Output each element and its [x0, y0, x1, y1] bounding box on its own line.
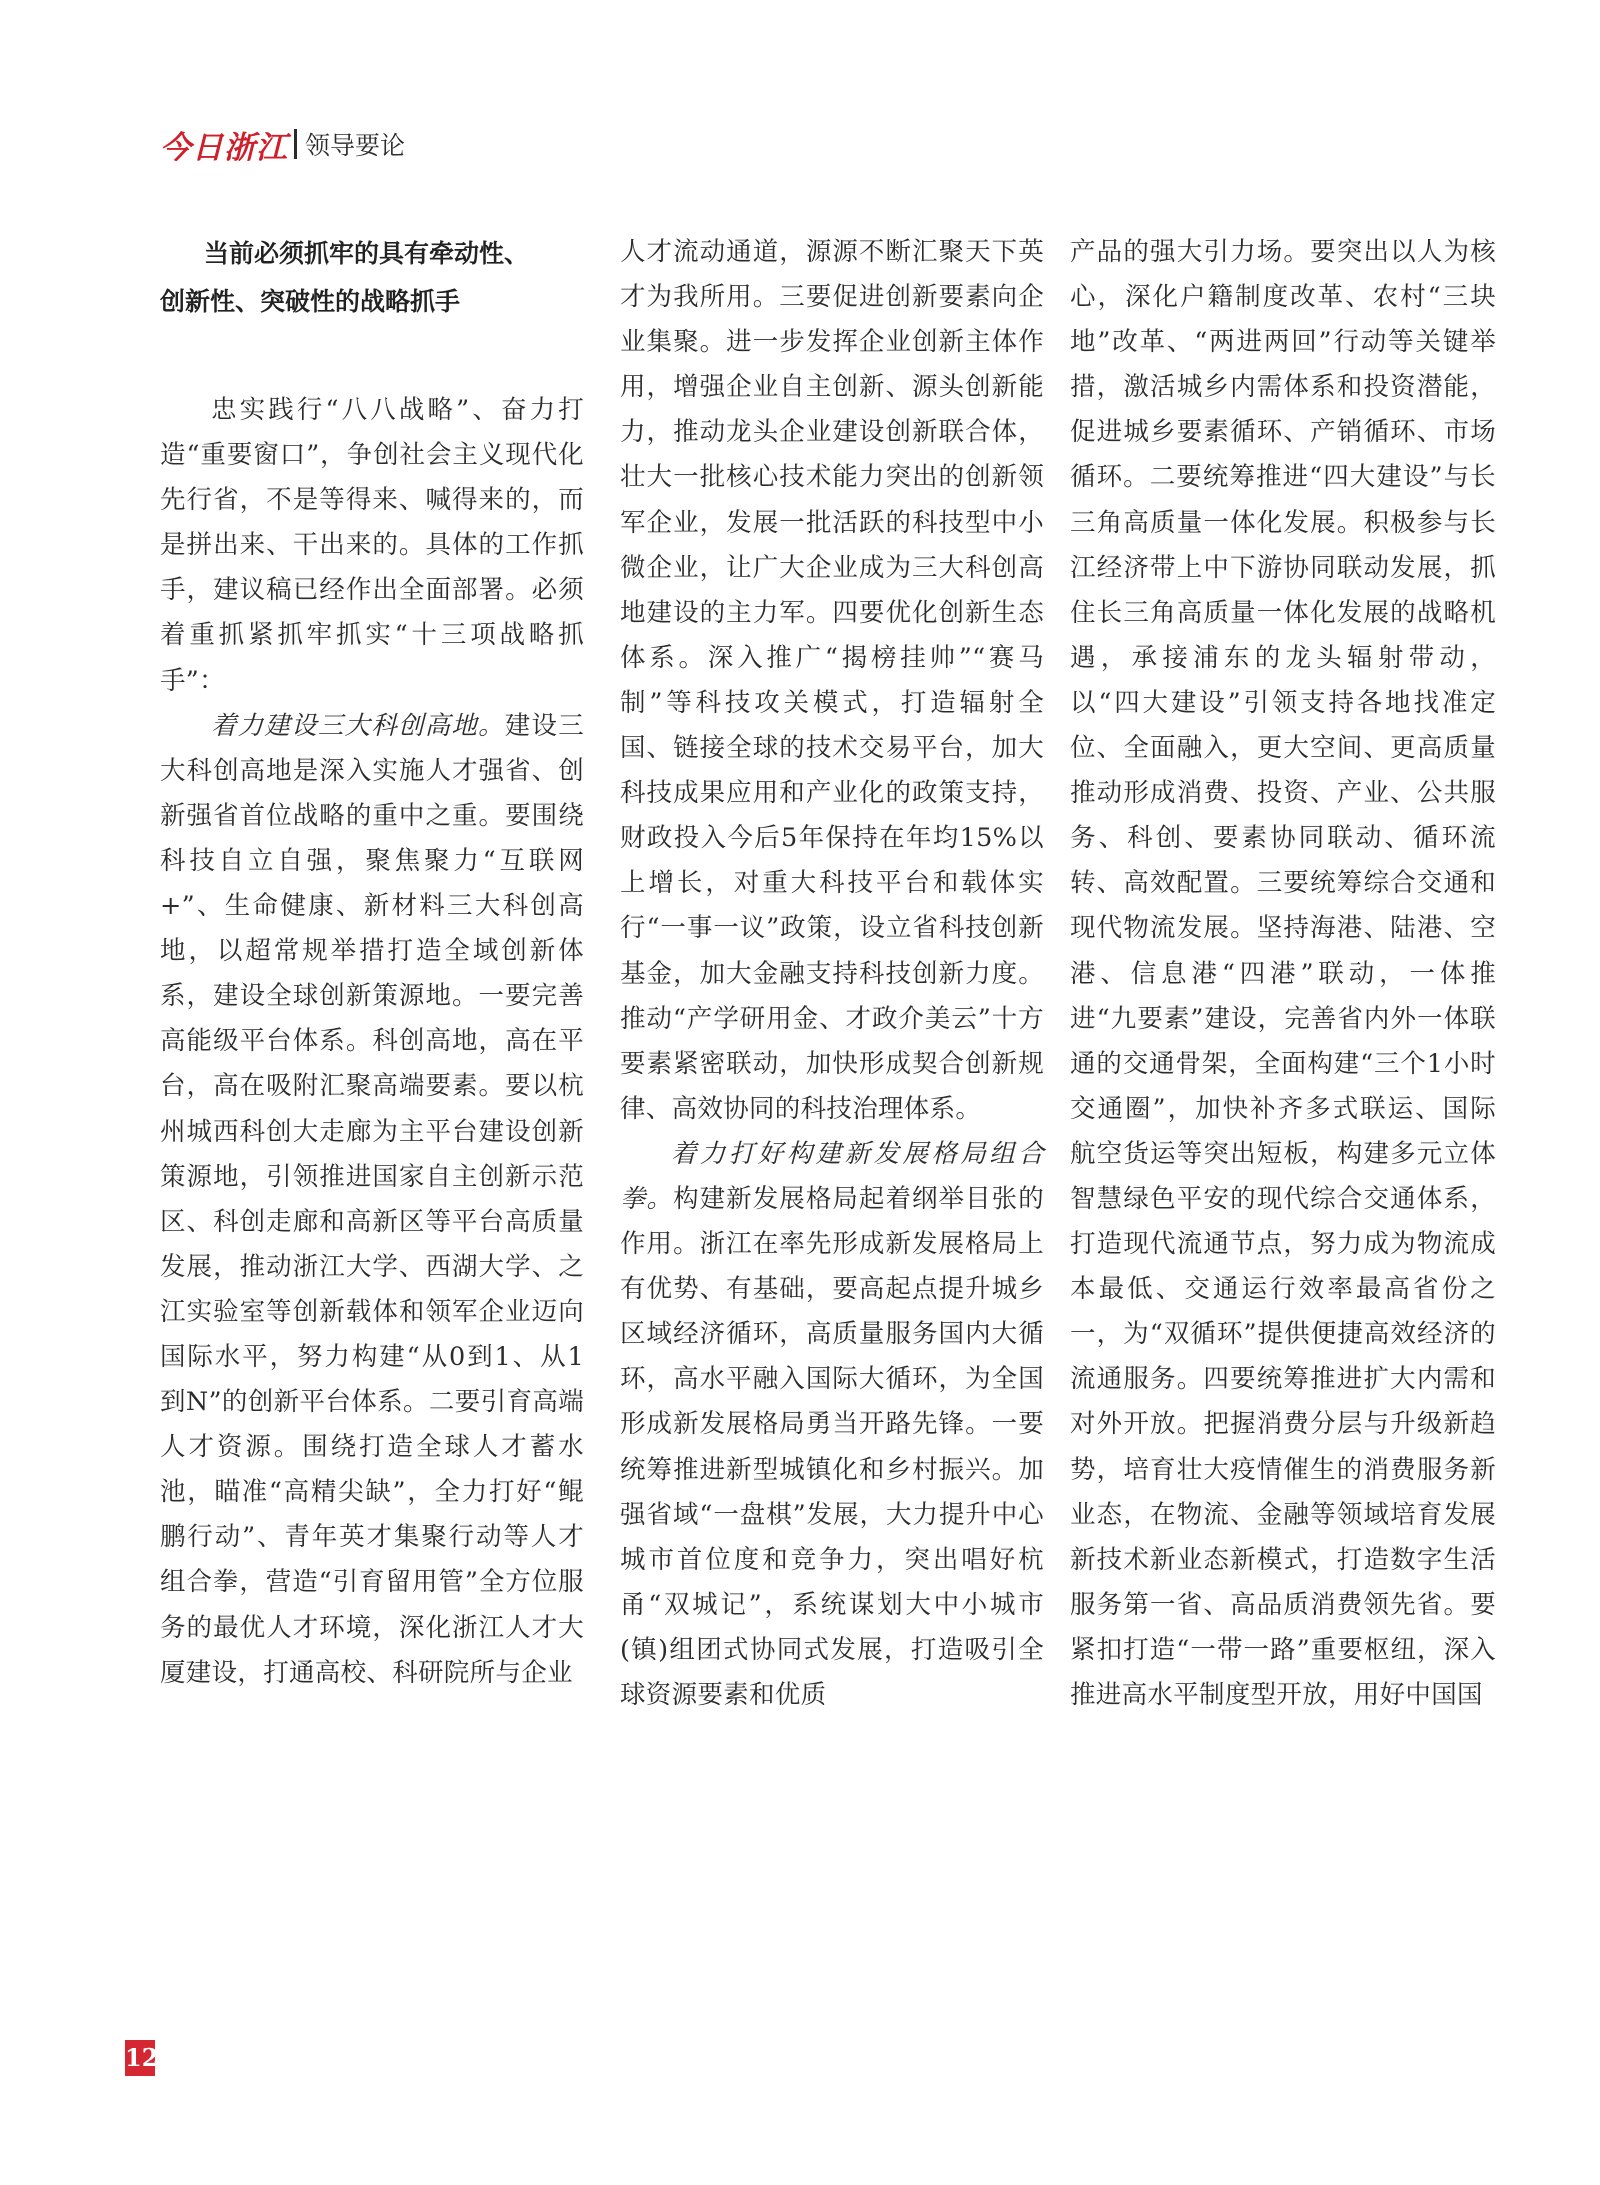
body-paragraph — [620, 1132, 1044, 1718]
section-heading-line-2: 创新性、突破性的战略抓手 — [160, 287, 461, 316]
paragraph-lead: 着力建设三大科创高地。 — [211, 710, 505, 741]
running-header — [160, 124, 405, 164]
section-heading — [160, 230, 584, 326]
paragraph-text: 构建新发展格局起着纲举目张的作用。浙江在率先形成新发展格局上有优势、有基础，要高起点提升城乡区域经济循环，高质量服务国内大循环，高水平融入国际大循环，为全国形成新发展格局勇当开路先锋。一要统筹推进新型城镇化和乡村振兴。加强省域“一盘棋”发展，大力提升中心城市首位度和竞争力，突出唱好杭甬“双城记”，系统谋划大中小城市(镇)组团式协同式发展，打造吸引全球资源要素和优质 — [620, 1183, 1044, 1710]
column-1 — [160, 230, 584, 1696]
body-paragraph: 人才流动通道，源源不断汇聚天下英才为我所用。三要促进创新要素向企业集聚。进一步发挥企业创新主体作用，增强企业自主创新、源头创新能力，推动龙头企业建设创新联合体，壮大一批核心技术能力突出的创新领军企业，发展一批活跃的科技型中小微企业，让广大企业成为三大科创高地建设的主力军。四要优化创新生态体系。深入推广“揭榜挂帅”“赛马制”等科技攻关模式，打造辐射全国、链接全球的技术交易平台，加大科技成果应用和产业化的政策支持，财政投入今后5年保持在年均15%以上增长，对重大科技平台和载体实行“一事一议”政策，设立省科技创新基金，加大金融支持科技创新力度。推动“产学研用金、才政介美云”十方要素紧密联动，加快形成契合创新规律、高效协同的科技治理体系。 — [620, 237, 1044, 1124]
heading-spacer — [160, 326, 584, 388]
magazine-logo: 今日浙江 — [160, 129, 288, 166]
paragraph-text: 建设三大科创高地是深入实施人才强省、创新强省首位战略的重中之重。要围绕科技自立自强，聚焦聚力“互联网+”、生命健康、新材料三大科创高地，以超常规举措打造全域创新体系，建设全球创新策源地。一要完善高能级平台体系。科创高地，高在平台，高在吸附汇聚高端要素。要以杭州城西科创大走廊为主平台建设创新策源地，引领推进国家自主创新示范区、科创走廊和高新区等平台高质量发展，推动浙江大学、西湖大学、之江实验室等创新载体和领军企业迈向国际水平，努力构建“从0到1、从1到N”的创新平台体系。二要引育高端人才资源。围绕打造全球人才蓄水池，瞄准“高精尖缺”，全力打好“鲲鹏行动”、青年英才集聚行动等人才组合拳，营造“引育留用管”全方位服务的最优人才环境，深化浙江人才大厦建设，打通高校、科研院所与企业 — [160, 710, 584, 1688]
body-paragraph: 忠实践行“八八战略”、奋力打造“重要窗口”，争创社会主义现代化先行省，不是等得来、喊得来的，而是拼出来、干出来的。具体的工作抓手，建议稿已经作出全面部署。必须着重抓紧抓牢抓实“十三项战略抓手”： — [160, 395, 584, 696]
column-2 — [620, 230, 1044, 1718]
section-name: 领导要论 — [305, 131, 406, 160]
header-divider — [294, 129, 297, 159]
paragraph-lead: 着力打好构建新发展格局组合拳。 — [620, 1138, 1044, 1214]
section-heading-line-1: 当前必须抓牢的具有牵动性、 — [204, 239, 530, 268]
body-paragraph — [160, 704, 584, 1696]
body-paragraph: 产品的强大引力场。要突出以人为核心，深化户籍制度改革、农村“三块地”改革、“两进两回”行动等关键举措，激活城乡内需体系和投资潜能，促进城乡要素循环、产销循环、市场循环。二要统筹推进“四大建设”与长三角高质量一体化发展。积极参与长江经济带上中下游协同联动发展，抓住长三角高质量一体化发展的战略机遇，承接浦东的龙头辐射带动，以“四大建设”引领支持各地找准定位、全面融入，更大空间、更高质量推动形成消费、投资、产业、公共服务、科创、要素协同联动、循环流转、高效配置。三要统筹综合交通和现代物流发展。坚持海港、陆港、空港、信息港“四港”联动，一体推进“九要素”建设，完善省内外一体联通的交通骨架，全面构建“三个1小时交通圈”，加快补齐多式联运、国际航空货运等突出短板，构建多元立体智慧绿色平安的现代综合交通体系，打造现代流通节点，努力成为物流成本最低、交通运行效率最高省份之一，为“双循环”提供便捷高效经济的流通服务。四要统筹推进扩大内需和对外开放。把握消费分层与升级新趋势，培育壮大疫情催生的消费服务新业态，在物流、金融等领域培育发展新技术新业态新模式，打造数字生活服务第一省、高品质消费领先省。要紧扣打造“一带一路”重要枢纽，深入推进高水平制度型开放，用好中国国 — [1070, 237, 1496, 1710]
page-number: 12 — [125, 2040, 155, 2076]
column-3 — [1070, 230, 1496, 1718]
